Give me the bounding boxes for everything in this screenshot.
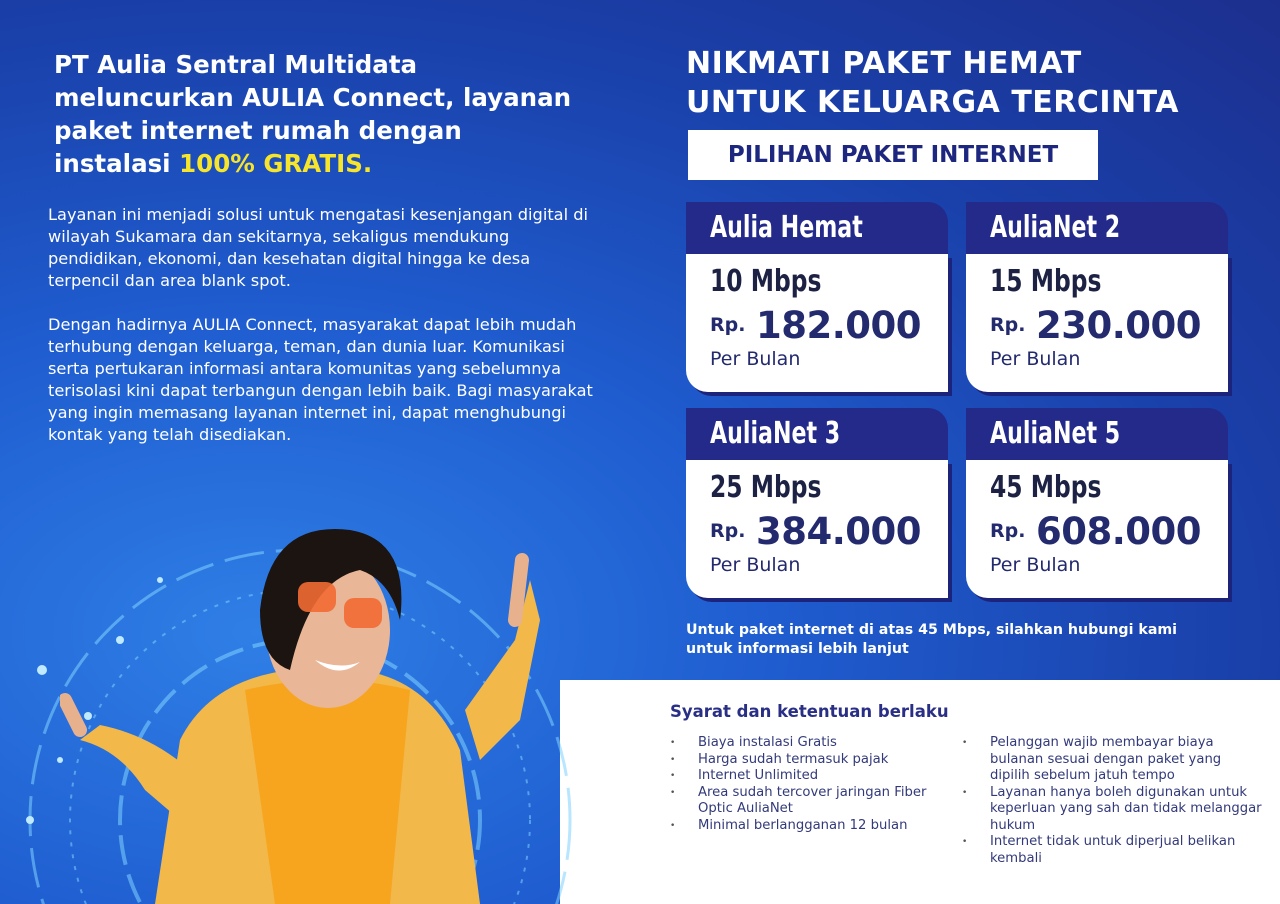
package-period: Per Bulan	[990, 554, 1081, 576]
package-currency: Rp.	[990, 520, 1026, 542]
package-price: 384.000	[756, 510, 922, 553]
headline-text: PT Aulia Sentral Multidata meluncurkan AULIA Connect, layanan paket internet rumah dengan instalasi	[54, 50, 572, 178]
package-currency: Rp.	[710, 520, 746, 542]
package-card-aulianet-2	[966, 202, 1228, 392]
terms-item: • Internet tidak untuk diperjual belikan kembali	[962, 834, 1262, 867]
package-speed: 45 Mbps	[990, 470, 1102, 505]
package-options-banner: PILIHAN PAKET INTERNET	[688, 130, 1098, 180]
main-headline	[54, 48, 574, 180]
package-speed: 25 Mbps	[710, 470, 822, 505]
headline-highlight: 100% GRATIS.	[179, 149, 373, 178]
terms-title: Syarat dan ketentuan berlaku	[670, 702, 949, 721]
terms-item: • Layanan hanya boleh digunakan untuk keperluan yang sah dan tidak melanggar hukum	[962, 785, 1262, 835]
package-name: AuliaNet 3	[710, 416, 841, 451]
promo-title-line2: UNTUK KELUARGA TERCINTA	[686, 85, 1180, 120]
terms-item: • Area sudah tercover jaringan Fiber Optic AuliaNet	[670, 785, 940, 818]
package-price: 608.000	[1036, 510, 1202, 553]
package-currency: Rp.	[710, 314, 746, 336]
package-speed: 15 Mbps	[990, 264, 1102, 299]
package-period: Per Bulan	[710, 554, 801, 576]
package-name: AuliaNet 2	[990, 210, 1121, 245]
woman-pointing-illustration	[60, 520, 580, 904]
terms-item: • Minimal berlangganan 12 bulan	[670, 818, 940, 835]
package-period: Per Bulan	[710, 348, 801, 370]
terms-item: • Pelanggan wajib membayar biaya bulanan sesuai dengan paket yang dipilih sebelum jatuh tempo	[962, 735, 1262, 785]
intro-paragraph: Layanan ini menjadi solusi untuk mengatasi kesenjangan digital di wilayah Sukamara dan sekitarnya, sekaligus mendukung pendidikan, ekonomi, dan kesehatan digital hingga ke desa terpencil dan area blank spot.	[48, 205, 588, 290]
package-name: Aulia Hemat	[710, 210, 863, 245]
terms-list-right	[962, 735, 1262, 867]
details-paragraph: Dengan hadirnya AULIA Connect, masyarakat dapat lebih mudah terhubung dengan keluarga, teman, dan dunia luar. Komunikasi serta pertukaran informasi antara komunitas yang sebelumnya terisolasi kini dapat terbangun dengan lebih baik. Bagi masyarakat yang ingin memasang layanan internet ini, dapat menghubungi kontak yang telah disediakan.	[48, 315, 593, 444]
package-card-aulia-hemat	[686, 202, 948, 392]
contact-note: Untuk paket internet di atas 45 Mbps, silahkan hubungi kami untuk informasi lebih lanjut	[686, 622, 1178, 657]
package-card-aulianet-5	[966, 408, 1228, 598]
promo-title-line1: NIKMATI PAKET HEMAT	[686, 46, 1082, 81]
terms-item: • Internet Unlimited	[670, 768, 940, 785]
package-speed: 10 Mbps	[710, 264, 822, 299]
package-name: AuliaNet 5	[990, 416, 1121, 451]
terms-list-left	[670, 735, 940, 834]
package-card-aulianet-3	[686, 408, 948, 598]
promo-title	[686, 44, 1179, 122]
package-currency: Rp.	[990, 314, 1026, 336]
terms-item: • Harga sudah termasuk pajak	[670, 752, 940, 769]
package-price: 230.000	[1036, 304, 1202, 347]
package-price: 182.000	[756, 304, 922, 347]
package-period: Per Bulan	[990, 348, 1081, 370]
terms-item: • Biaya instalasi Gratis	[670, 735, 940, 752]
